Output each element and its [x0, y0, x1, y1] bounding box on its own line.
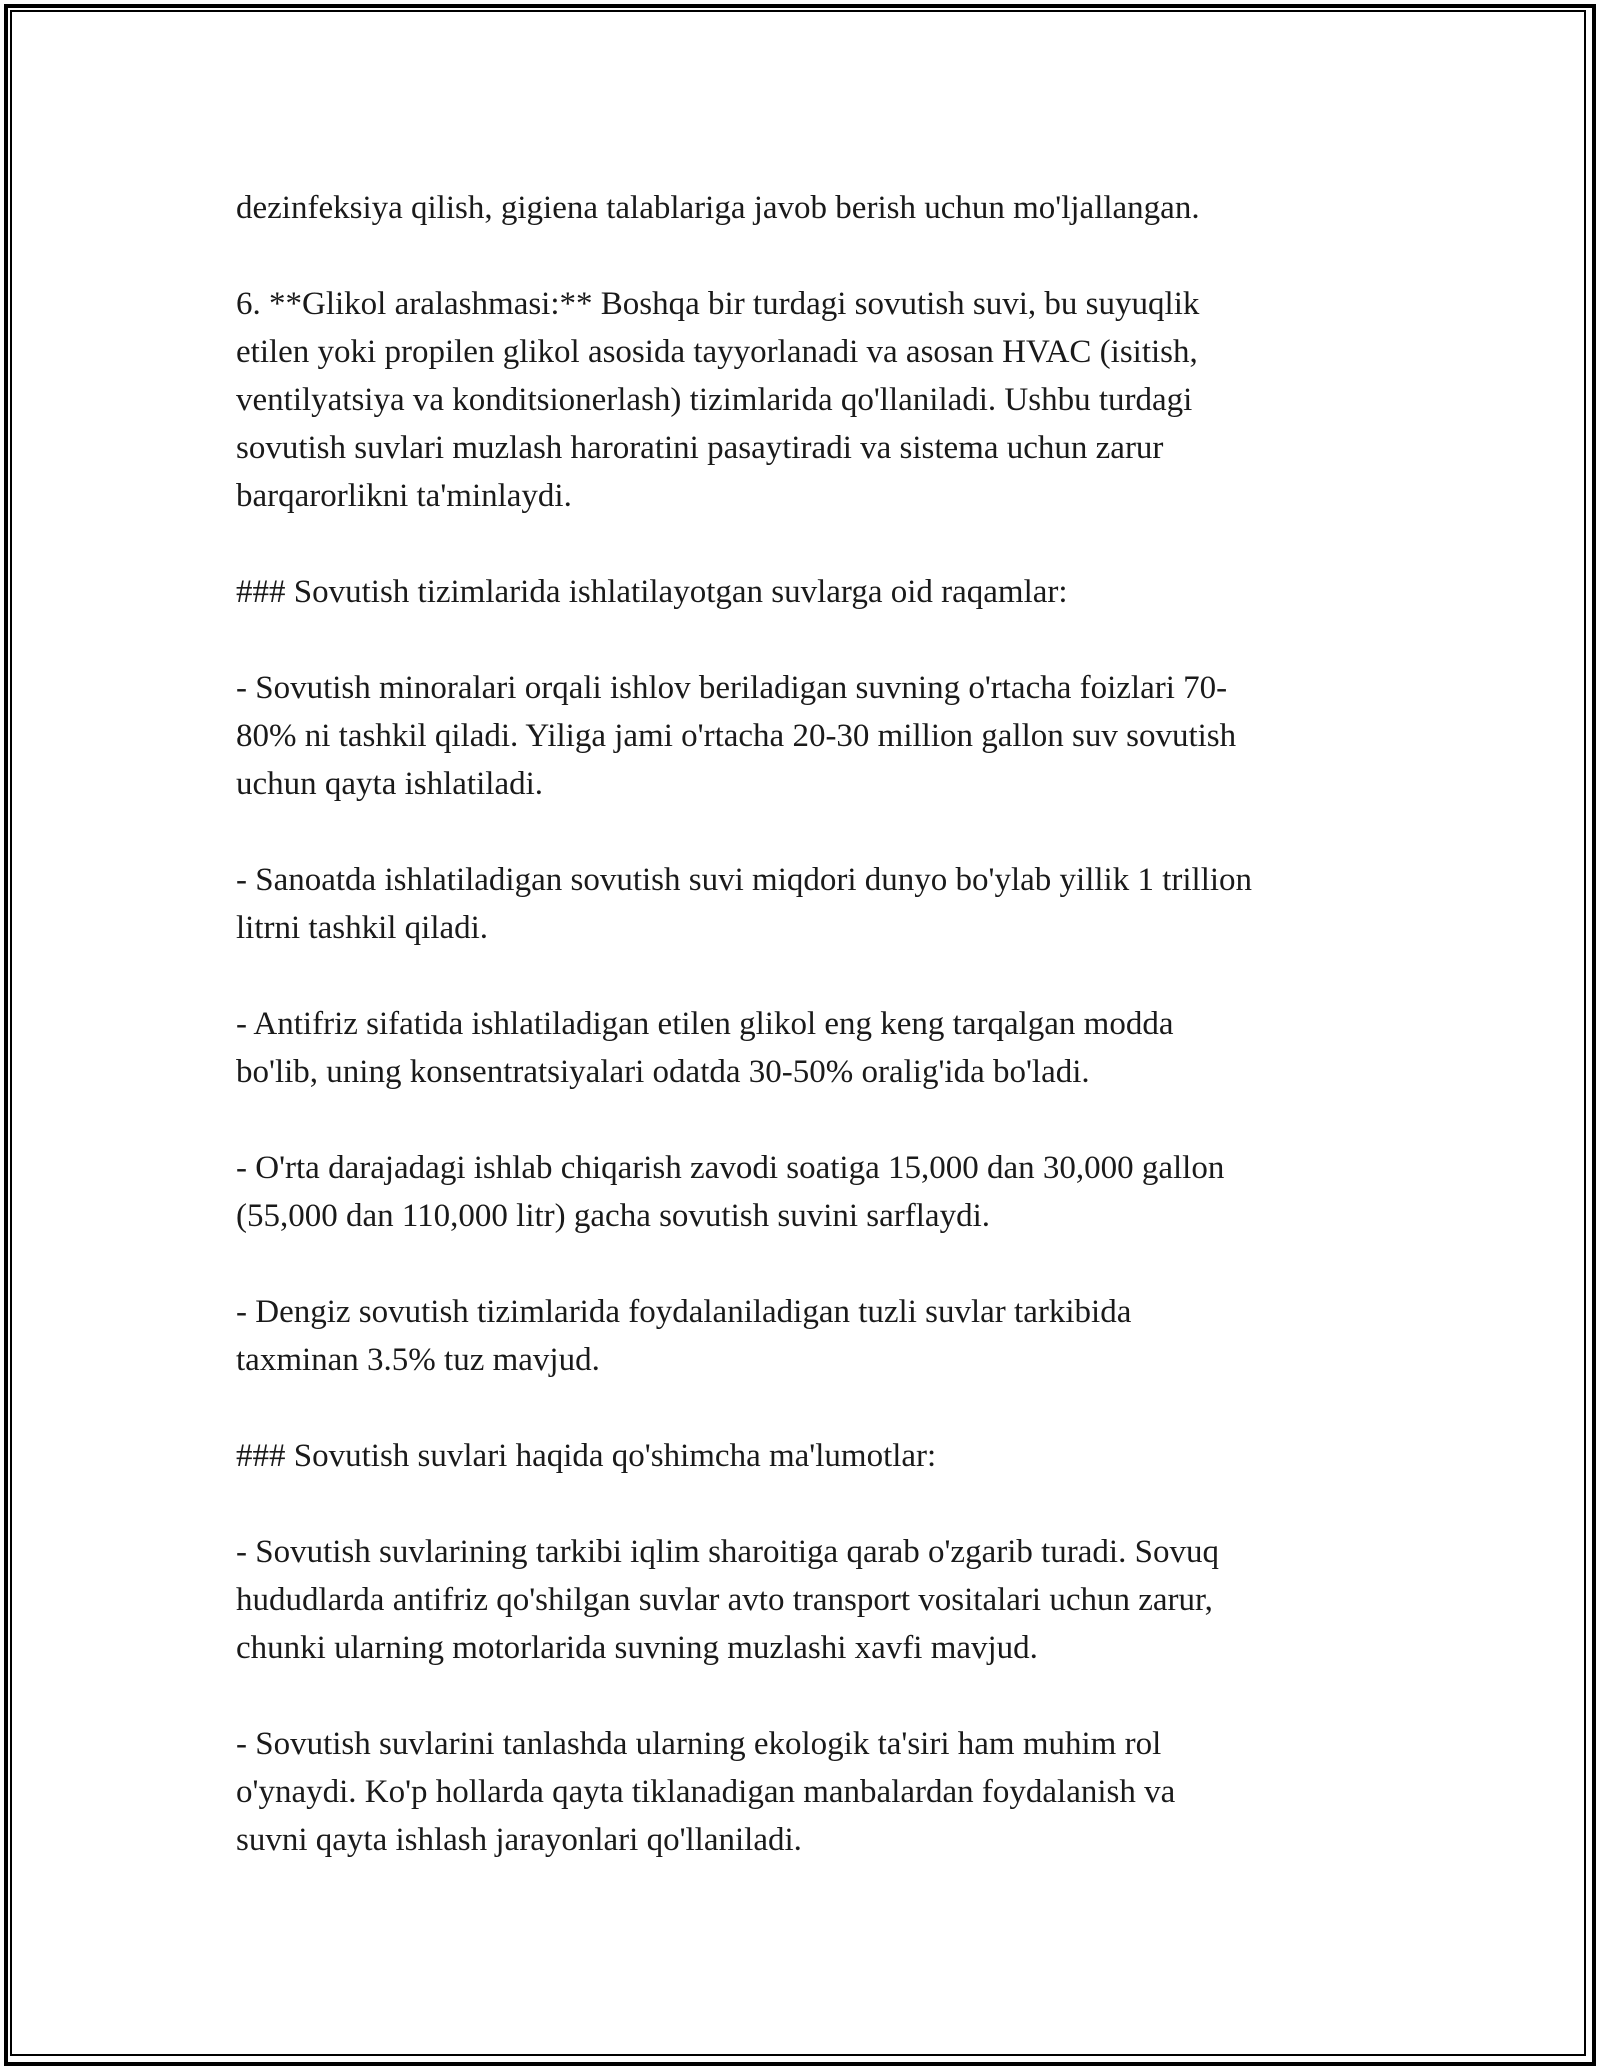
bullet-ekologik-tasir: - Sovutish suvlarini tanlashda ularning ekologik ta'siri ham muhim rol o'ynaydi. Ko'p hollarda qayta tiklanadigan manbalardan foydalanish va suvni qayta ishlash jarayonlari qo'llaniladi. — [236, 1726, 1176, 1858]
bullet-antifriz-etilen-glikol: - Antifriz sifatida ishlatiladigan etilen glikol eng keng tarqalgan modda bo'lib, uning konsentratsiyalari odatda 30-50% oralig'ida bo'ladi. — [236, 1006, 1174, 1090]
section-heading-qoshimcha: ### Sovutish suvlari haqida qo'shimcha ma'lumotlar: — [236, 1438, 937, 1474]
bullet-sanoat-sovutish-suvi: - Sanoatda ishlatiladigan sovutish suvi miqdori dunyo bo'ylab yillik 1 trillion litrni tashkil qiladi. — [236, 862, 1253, 946]
section-heading-raqamlar: ### Sovutish tizimlarida ishlatilayotgan suvlarga oid raqamlar: — [236, 574, 1068, 610]
document-body — [236, 184, 1396, 1912]
paragraph-continuation: dezinfeksiya qilish, gigiena talablariga javob berish uchun mo'ljallangan. — [236, 190, 1200, 226]
bullet-iqlim-sharoiti: - Sovutish suvlarining tarkibi iqlim sharoitiga qarab o'zgarib turadi. Sovuq hududlarda antifriz qo'shilgan suvlar avto transport vositalari uchun zarur, chunki ularning motorlarida suvning muzlashi xavfi mavjud. — [236, 1534, 1219, 1666]
bullet-dengiz-tuzli-suv: - Dengiz sovutish tizimlarida foydalaniladigan tuzli suvlar tarkibida taxminan 3.5% tuz mavjud. — [236, 1294, 1132, 1378]
bullet-zavod-sarfi: - O'rta darajadagi ishlab chiqarish zavodi soatiga 15,000 dan 30,000 gallon (55,000 dan 110,000 litr) gacha sovutish suvini sarflaydi. — [236, 1150, 1225, 1234]
bullet-sovutish-minoralari: - Sovutish minoralari orqali ishlov beriladigan suvning o'rtacha foizlari 70- 80% ni tashkil qiladi. Yiliga jami o'rtacha 20-30 million gallon suv sovutish uchun qayta ishlatiladi. — [236, 670, 1237, 802]
list-item-glikol-aralashmasi: 6. **Glikol aralashmasi:** Boshqa bir turdagi sovutish suvi, bu suyuqlik etilen yoki propilen glikol asosida tayyorlanadi va asosan HVAC (isitish, ventilyatsiya va konditsionerlash) tizimlarida qo'llaniladi. Ushbu turdagi sovutish suvlari muzlash haroratini pasaytiradi va sistema uchun zarur barqarorlikni ta'minlaydi. — [236, 286, 1200, 514]
